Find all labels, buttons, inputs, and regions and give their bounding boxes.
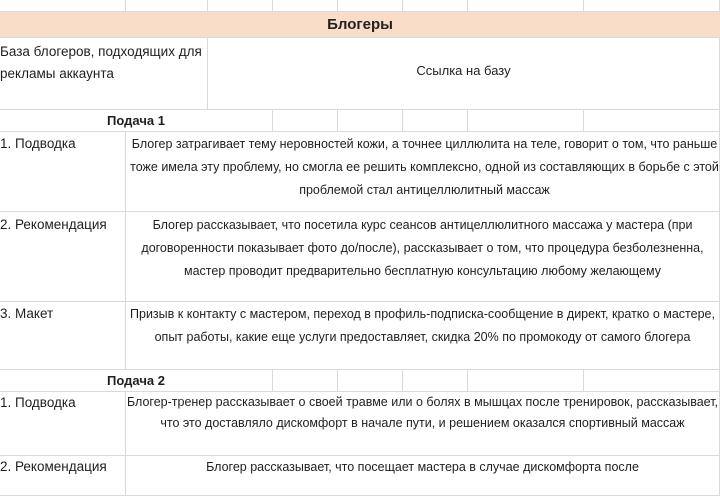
pitch1-item-text-cell[interactable] <box>126 132 720 212</box>
base-row <box>0 38 720 110</box>
pitch2-item-label-cell[interactable] <box>0 456 126 496</box>
grid-cell[interactable] <box>338 0 403 12</box>
pitch1-item-label-cell[interactable] <box>0 212 126 302</box>
grid-cell[interactable] <box>273 370 338 392</box>
pitch1-item-row <box>0 132 720 212</box>
grid-cell[interactable] <box>273 0 338 12</box>
grid-cell[interactable] <box>584 0 720 12</box>
pitch2-item-label: 1. Подводка <box>0 395 76 410</box>
grid-cell[interactable] <box>468 0 584 12</box>
pitch1-item-label: 1. Подводка <box>0 136 76 151</box>
grid-cell[interactable] <box>403 110 468 132</box>
pitch1-item-label: 2. Рекомендация <box>0 217 107 232</box>
grid-cell[interactable] <box>273 110 338 132</box>
pitch1-item-text-cell[interactable] <box>126 212 720 302</box>
pitch2-title-cell[interactable] <box>0 370 273 392</box>
grid-cell[interactable] <box>338 370 403 392</box>
pitch1-item-text: Блогер рассказывает, что посетила курс сеансов антицеллюлитного массажа у мастера (при договоренности показывает фото до/после), рассказывает о том, что процедура безболезненна, мастер проводит предварительно бесплатную консультацию любому желающему <box>141 218 704 278</box>
pitch2-item-label-cell[interactable] <box>0 392 126 456</box>
grid-cell[interactable] <box>403 0 468 12</box>
pitch1-title-row <box>0 110 720 132</box>
base-label: База блогеров, подходящих для рекламы аккаунта <box>0 44 202 81</box>
pitch2-item-text-cell[interactable] <box>126 456 720 496</box>
grid-cell[interactable] <box>126 0 208 12</box>
grid-cell[interactable] <box>338 110 403 132</box>
grid-cell[interactable] <box>468 110 584 132</box>
pitch1-item-label-cell[interactable] <box>0 132 126 212</box>
pitch2-item-text: Блогер-тренер рассказывает о своей травме или о болях в мышцах после тренировок, рассказывает, что это доставляло дискомфорт в начале пути, и решением оказался спортивный массаж <box>126 395 719 430</box>
pitch2-item-label: 2. Рекомендация <box>0 459 107 474</box>
pitch1-title-cell[interactable] <box>0 110 273 132</box>
grid-cell[interactable] <box>403 370 468 392</box>
pitch1-item-row <box>0 302 720 370</box>
pitch2-item-text-cell[interactable] <box>126 392 720 456</box>
pitch1-item-text-cell[interactable] <box>126 302 720 370</box>
base-link-cell[interactable] <box>208 38 720 110</box>
pitch1-title: Подача 1 <box>107 113 165 128</box>
section-title[interactable]: Блогеры <box>0 12 720 38</box>
pitch2-item-row <box>0 392 720 456</box>
pitch2-item-text: Блогер рассказывает, что посещает мастера в случае дискомфорта после <box>206 460 639 474</box>
pitch1-item-text: Блогер затрагивает тему неровностей кожи, а точнее циллюлита на теле, говорит о том, что раньше тоже имела эту проблему, но смогла ее решить комплексно, одной из составляющих в борьбе с этой проблемой стал антицеллюлитный массаж <box>130 137 719 197</box>
pitch2-item-row <box>0 456 720 496</box>
base-link[interactable]: Ссылка на базу <box>416 63 511 78</box>
grid-cell[interactable] <box>584 370 720 392</box>
grid-cell[interactable] <box>0 0 126 12</box>
pitch2-title-row <box>0 370 720 392</box>
pitch1-item-label-cell[interactable] <box>0 302 126 370</box>
grid-cell[interactable] <box>584 110 720 132</box>
grid-cell[interactable] <box>208 0 273 12</box>
pitch1-item-text: Призыв к контакту с мастером, переход в профиль-подписка-сообщение в директ, кратко о мастере, опыт работы, какие еще услуги предоставляет, скидка 20% по промокоду от самого блогера <box>130 307 715 344</box>
grid-row-top <box>0 0 720 12</box>
pitch2-title: Подача 2 <box>107 373 165 388</box>
pitch1-item-label: 3. Макет <box>0 306 54 321</box>
grid-cell[interactable] <box>468 370 584 392</box>
section-header-row <box>0 12 720 38</box>
base-label-cell[interactable] <box>0 38 208 110</box>
pitch1-item-row <box>0 212 720 302</box>
